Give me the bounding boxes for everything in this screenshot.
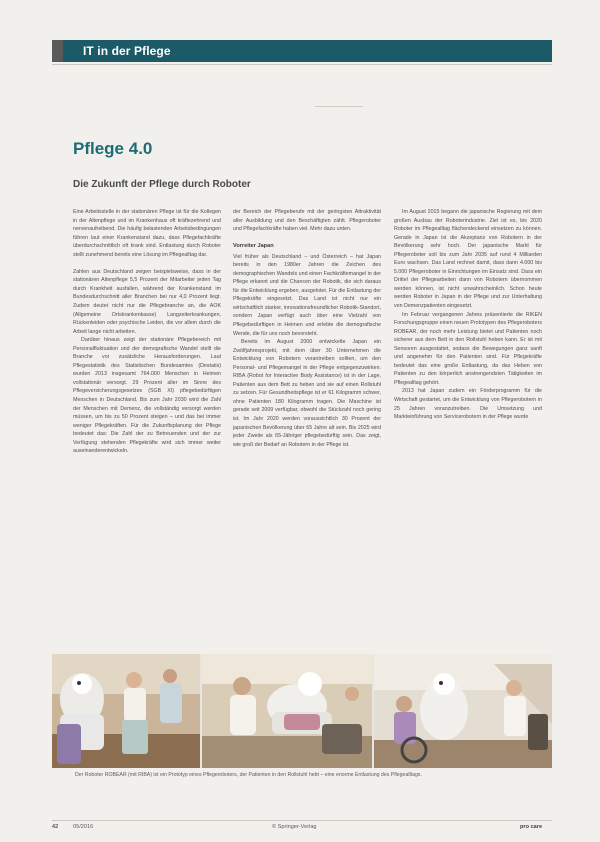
article-title: Pflege 4.0 (73, 139, 153, 158)
paragraph: 2013 hat Japan zudem ein Förderprogramm für die Wirtschaft gestartet, um die Entwicklung von Pflegerobotern in 25 Jahren voranzutreiben. Die Umsetzung und Markteinführung von Servicerobotern in der Pflege wurde (394, 388, 542, 421)
paragraph: Im August 2015 begann die japanische Regierung mit dem großen Ausbau der Roboterindustrie. Ziel ist es, bis 2020 Roboter im Pflegealltag flächendeckend einsetzen zu können. Gerade in Japan ist die Akzeptanz von Robotern in der Bevölkerung sehr hoch. Der japanische Markt für Pflegeroboter soll bis zum Jahr 2035 auf rund 4 Milliarden Euro wachsen. Das Land rechnet damit, dass dann 4.000 bis 5.000 Pflegeroboter in Einrichtungen im Einsatz sind. Dass ein Drittel der Pflegearbeiten dann von Robotern übernommen werden können, ist nicht unwahrscheinlich. Schon heute werden Roboter in Japan in der Pflege und zur Unterhaltung von Demenzpatienten eingesetzt. (394, 209, 542, 310)
robot-nurse-photo (52, 654, 200, 768)
section-heading: Vorreiter Japan (233, 243, 274, 250)
footer-divider (52, 820, 552, 821)
decorative-divider (315, 106, 363, 107)
paragraph: Zahlen aus Deutschland zeigen beispielsweise, dass in der stationären Altenpflege 5,5 Prozent der Mitarbeiter jeden Tag durch Krankheit ausfallen, während der Krankenstand im Bundesdurchschnitt aller Branchen bei nur 4,0 Prozent liegt. Zudem deutet nicht nur die Pflegebranche an, die AOK (Allgemeine Ortskrankenkasse) Langzeiterkrankungen, Rückenleiden oder psychische Leiden, die vor allem durch die Arbeit lange nicht arbeiten. (73, 268, 221, 335)
robot-lifting-photo (202, 654, 372, 768)
photo-strip (52, 654, 552, 768)
robot-wheelchair-photo (374, 654, 552, 768)
section-title: IT in der Pflege (83, 44, 171, 58)
issue-date: 05/2016 (73, 824, 94, 830)
section-header-marker (52, 40, 63, 62)
paragraph: Im Februar vergangenen Jahres präsentierte die RIKEN Forschungsgruppe einen neuen Prototypen des Pflegeroboters ROBEAR, der noch mehr Leistung bietet und Patienten noch sicherer aus dem Bett in den Rollstuhl heben kann. Er ist mit Sensoren ausgestattet, sodass die Bewegungen ganz sanft und angenehm für den Patienten sind. Für Pflegekräfte bedeutet das eine große Entlastung, da das Heben von Patienten zu den körperlich anstrengendsten Tätigkeiten im Pflegealltag gehört. (394, 311, 542, 386)
paragraph: der Bereich der Pflegeberufe mit der geringsten Attraktivität aller Ausbildung und den Beschäftigten zählt. Pflegeroboter und Pflegefachkräfte haben viel. Mehr dazu unten. (233, 209, 381, 233)
text-column-1 (73, 208, 221, 456)
header-divider (52, 64, 552, 65)
paragraph: Viel früher als Deutschland – und Österreich – hat Japan bereits in den 1980er Jahren die Zeichen des demographischen Wandels und einen Fachkräftemangel in der Pflege erkannt und die Chancen der Robotik, die sich daraus für die Entwicklung ergeben, ausgelotet. Für die Entlastung der Pflegekräfte eingesetzt. Das Land ist nicht nur ein wirtschaftlich starker, innovationsfreundlicher Robotik-Standort, sondern Japan verfügt auch über eine Vielzahl von Pflegebedürftigen in Heimen und erlebte die demografische Wende, die für uns noch bevorsteht. (233, 253, 381, 337)
paragraph: Darüber hinaus zeigt der stationäre Pflegebereich mit Personalfluktuation und der demografische Wandel stellt die Branche vor zusätzliche Herausforderungen. Laut Pflegestatistik des Statistischen Bundesamtes (Destatis) wurden 2013 insgesamt 764.000 Menschen in Heimen vollstationär versorgt. 29 Prozent aller im Sinne des Pflegeversicherungsgesetzes (SGB XI) pflegebedürftigen Menschen in Deutschland. Bis zum Jahr 2030 wird die Zahl der Menschen mit Demenz, die vollständig versorgt werden müssen, um bis zu 50 Prozent steigen – und das bei immer weniger Pflegekräften. Für die Zukunftsplanung der Pflege bedeutet das: Die Zahl der zu Betreuenden und der zur Verfügung stehenden Pflegekräfte wird sich immer weiter auseinanderentwickeln. (73, 337, 221, 455)
article-subtitle: Die Zukunft der Pflege durch Roboter (73, 179, 251, 190)
publisher: © Springer-Verlag (272, 824, 317, 830)
text-column-2 (233, 208, 381, 449)
photo-caption: Der Roboter ROBEAR (mit RIBA) ist ein Prototyp eines Pflegeroboters, der Patienten in den Rollstuhl hebt – eine enorme Entlastung des Pflegealltags. (75, 772, 422, 778)
magazine-brand: pro care (520, 824, 543, 830)
text-column-3 (394, 208, 542, 422)
paragraph: Eine Arbeitsstelle in der stationären Pflege ist für die Kollegen in der Altenpflege und im Krankenhaus oft kräftezehrend und nervenaufreibend. Die häufig belastenden Arbeitsbedingungen führen laut einer Krankenstand dazu, dass Pflegefachkräfte überdurchschnittlich oft krank sind. Entlastung durch Roboter stellt zunehmend bereits eine Lösung im Pflegealltag dar. (73, 209, 221, 258)
page-number: 42 (52, 824, 59, 830)
paragraph: Bereits im August 2000 entwickelte Japan ein Zwölfjahresprojekt, mit dem über 30 Unternehmen die Entwicklung von Robotern vorantreiben sollten, um den Personal- und Pflegemangel in der Pflege entgegenzuwirken. RIBA (Robot for Interactive Body Assistance) ist in der Lage, Patienten aus dem Bett zu heben und sie auf einen Rollstuhl zu setzen. Für Gesundheitspflege ist er 61 Kilogramm schwer, ohne Patienten 180 Kilogramm tragen. Die Maschine ist gerade seit 2009 verfügbar, obwohl die Stückzahl noch gering ist. Im Jahr 2020 werden voraussichtlich 30 Prozent der japanischen Bevölkerung über 65 Jahre alt sein. Bis 2025 wird jeder Zweite als 65-Jähriger pflegebedürftig sein. Das zeigt, wie groß der Bedarf an Robotern in der Pflege ist. (233, 339, 381, 448)
